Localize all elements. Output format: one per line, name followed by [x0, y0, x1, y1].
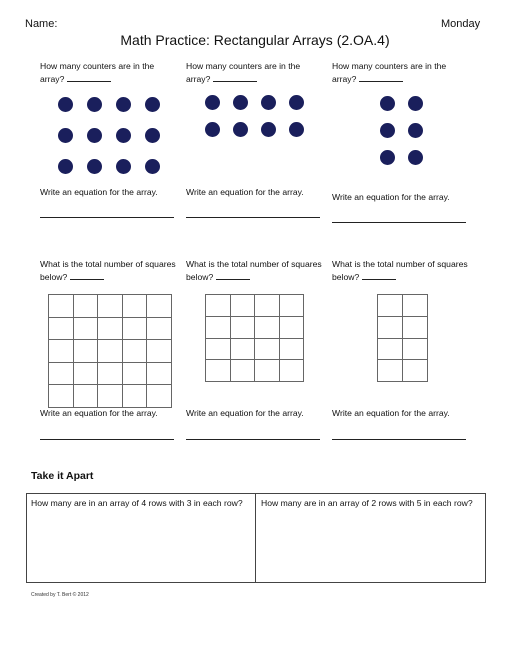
grid-square	[147, 317, 172, 340]
counter-dot	[116, 128, 131, 143]
counter-dot	[58, 128, 73, 143]
equation-prompt-1: Write an equation for the array.	[40, 187, 158, 197]
page-title: Math Practice: Rectangular Arrays (2.OA.4)	[120, 32, 390, 48]
counter-dot	[116, 159, 131, 174]
grid-square	[122, 317, 147, 340]
counter-dot	[233, 122, 248, 137]
square-grid	[377, 294, 428, 382]
grid-square	[403, 360, 428, 382]
grid-square	[403, 295, 428, 317]
counter-dot	[408, 150, 423, 165]
box-divider	[255, 494, 256, 582]
counter-dot	[87, 128, 102, 143]
grid-square	[122, 295, 147, 318]
grid-square	[49, 317, 74, 340]
equation-prompt-2: Write an equation for the array.	[186, 187, 304, 197]
equation-answer-line-3[interactable]	[332, 222, 466, 223]
counter-dot	[145, 97, 160, 112]
grid-question-1: What is the total number of squares below?	[40, 259, 176, 282]
counter-dot	[380, 96, 395, 111]
take-apart-left-question[interactable]: How many are in an array of 4 rows with 3 in each row?	[31, 498, 243, 508]
grid-square	[230, 316, 255, 338]
counter-dot	[58, 97, 73, 112]
name-label: Name:	[25, 18, 58, 30]
grid-square	[73, 362, 98, 385]
grid-square	[206, 295, 231, 317]
grid-square	[378, 360, 403, 382]
counter-dot	[145, 159, 160, 174]
grid-square	[49, 295, 74, 318]
equation-answer-line-1[interactable]	[40, 217, 174, 218]
equation-answer-line-6[interactable]	[332, 439, 466, 440]
grid-square	[279, 295, 304, 317]
grid-question-3: What is the total number of squares below?	[332, 259, 468, 282]
equation-answer-line-2[interactable]	[186, 217, 320, 218]
equation-prompt-5: Write an equation for the array.	[186, 408, 304, 418]
grid-square	[73, 317, 98, 340]
grid-square	[98, 340, 123, 363]
answer-blank[interactable]	[213, 73, 257, 82]
grid-square	[98, 295, 123, 318]
square-grid	[205, 294, 304, 382]
answer-blank[interactable]	[362, 271, 396, 280]
grid-square	[122, 385, 147, 408]
answer-blank[interactable]	[216, 271, 250, 280]
grid-square	[378, 295, 403, 317]
take-apart-box	[26, 493, 486, 583]
grid-square	[122, 362, 147, 385]
grid-square	[122, 340, 147, 363]
grid-square	[147, 295, 172, 318]
grid-square	[49, 362, 74, 385]
take-apart-right-question[interactable]: How many are in an array of 2 rows with 5 in each row?	[261, 498, 473, 508]
grid-square	[279, 360, 304, 382]
counter-dot	[380, 150, 395, 165]
counter-dot	[145, 128, 160, 143]
grid-square	[403, 338, 428, 360]
grid-square	[378, 316, 403, 338]
answer-blank[interactable]	[70, 271, 104, 280]
grid-square	[98, 362, 123, 385]
square-grid	[48, 294, 172, 408]
counter-dot	[261, 122, 276, 137]
counter-dot	[116, 97, 131, 112]
counter-dot	[289, 95, 304, 110]
grid-square	[147, 385, 172, 408]
counter-dot	[289, 122, 304, 137]
array-question-3: How many counters are in the array?	[332, 61, 447, 84]
grid-square	[255, 316, 280, 338]
grid-square	[73, 385, 98, 408]
equation-answer-line-5[interactable]	[186, 439, 320, 440]
grid-square	[98, 385, 123, 408]
equation-prompt-4: Write an equation for the array.	[40, 408, 158, 418]
grid-square	[73, 295, 98, 318]
counter-dot	[408, 123, 423, 138]
grid-square	[279, 338, 304, 360]
counter-dot	[58, 159, 73, 174]
answer-blank[interactable]	[359, 73, 403, 82]
grid-square	[255, 338, 280, 360]
counter-dot	[87, 97, 102, 112]
counter-dot	[205, 95, 220, 110]
take-apart-heading: Take it Apart	[31, 470, 94, 482]
grid-square	[230, 338, 255, 360]
grid-square	[279, 316, 304, 338]
footer-credit: Created by T. Bert © 2012	[31, 592, 89, 598]
grid-square	[98, 317, 123, 340]
counter-dot	[408, 96, 423, 111]
grid-square	[206, 360, 231, 382]
equation-prompt-3: Write an equation for the array.	[332, 192, 450, 202]
grid-square	[403, 316, 428, 338]
counter-dot	[380, 123, 395, 138]
counter-dot	[87, 159, 102, 174]
grid-square	[206, 316, 231, 338]
counter-dot	[233, 95, 248, 110]
grid-square	[230, 295, 255, 317]
grid-question-2: What is the total number of squares below?	[186, 259, 322, 282]
grid-square	[147, 340, 172, 363]
grid-square	[147, 362, 172, 385]
grid-square	[73, 340, 98, 363]
array-question-2: How many counters are in the array?	[186, 61, 301, 84]
grid-square	[230, 360, 255, 382]
grid-square	[49, 385, 74, 408]
equation-prompt-6: Write an equation for the array.	[332, 408, 450, 418]
grid-square	[206, 338, 231, 360]
day-label: Monday	[441, 18, 481, 30]
equation-answer-line-4[interactable]	[40, 439, 174, 440]
grid-square	[255, 360, 280, 382]
counter-dot	[205, 122, 220, 137]
counter-dot	[261, 95, 276, 110]
answer-blank[interactable]	[67, 73, 111, 82]
grid-square	[49, 340, 74, 363]
array-question-1: How many counters are in the array?	[40, 61, 155, 84]
grid-square	[378, 338, 403, 360]
grid-square	[255, 295, 280, 317]
